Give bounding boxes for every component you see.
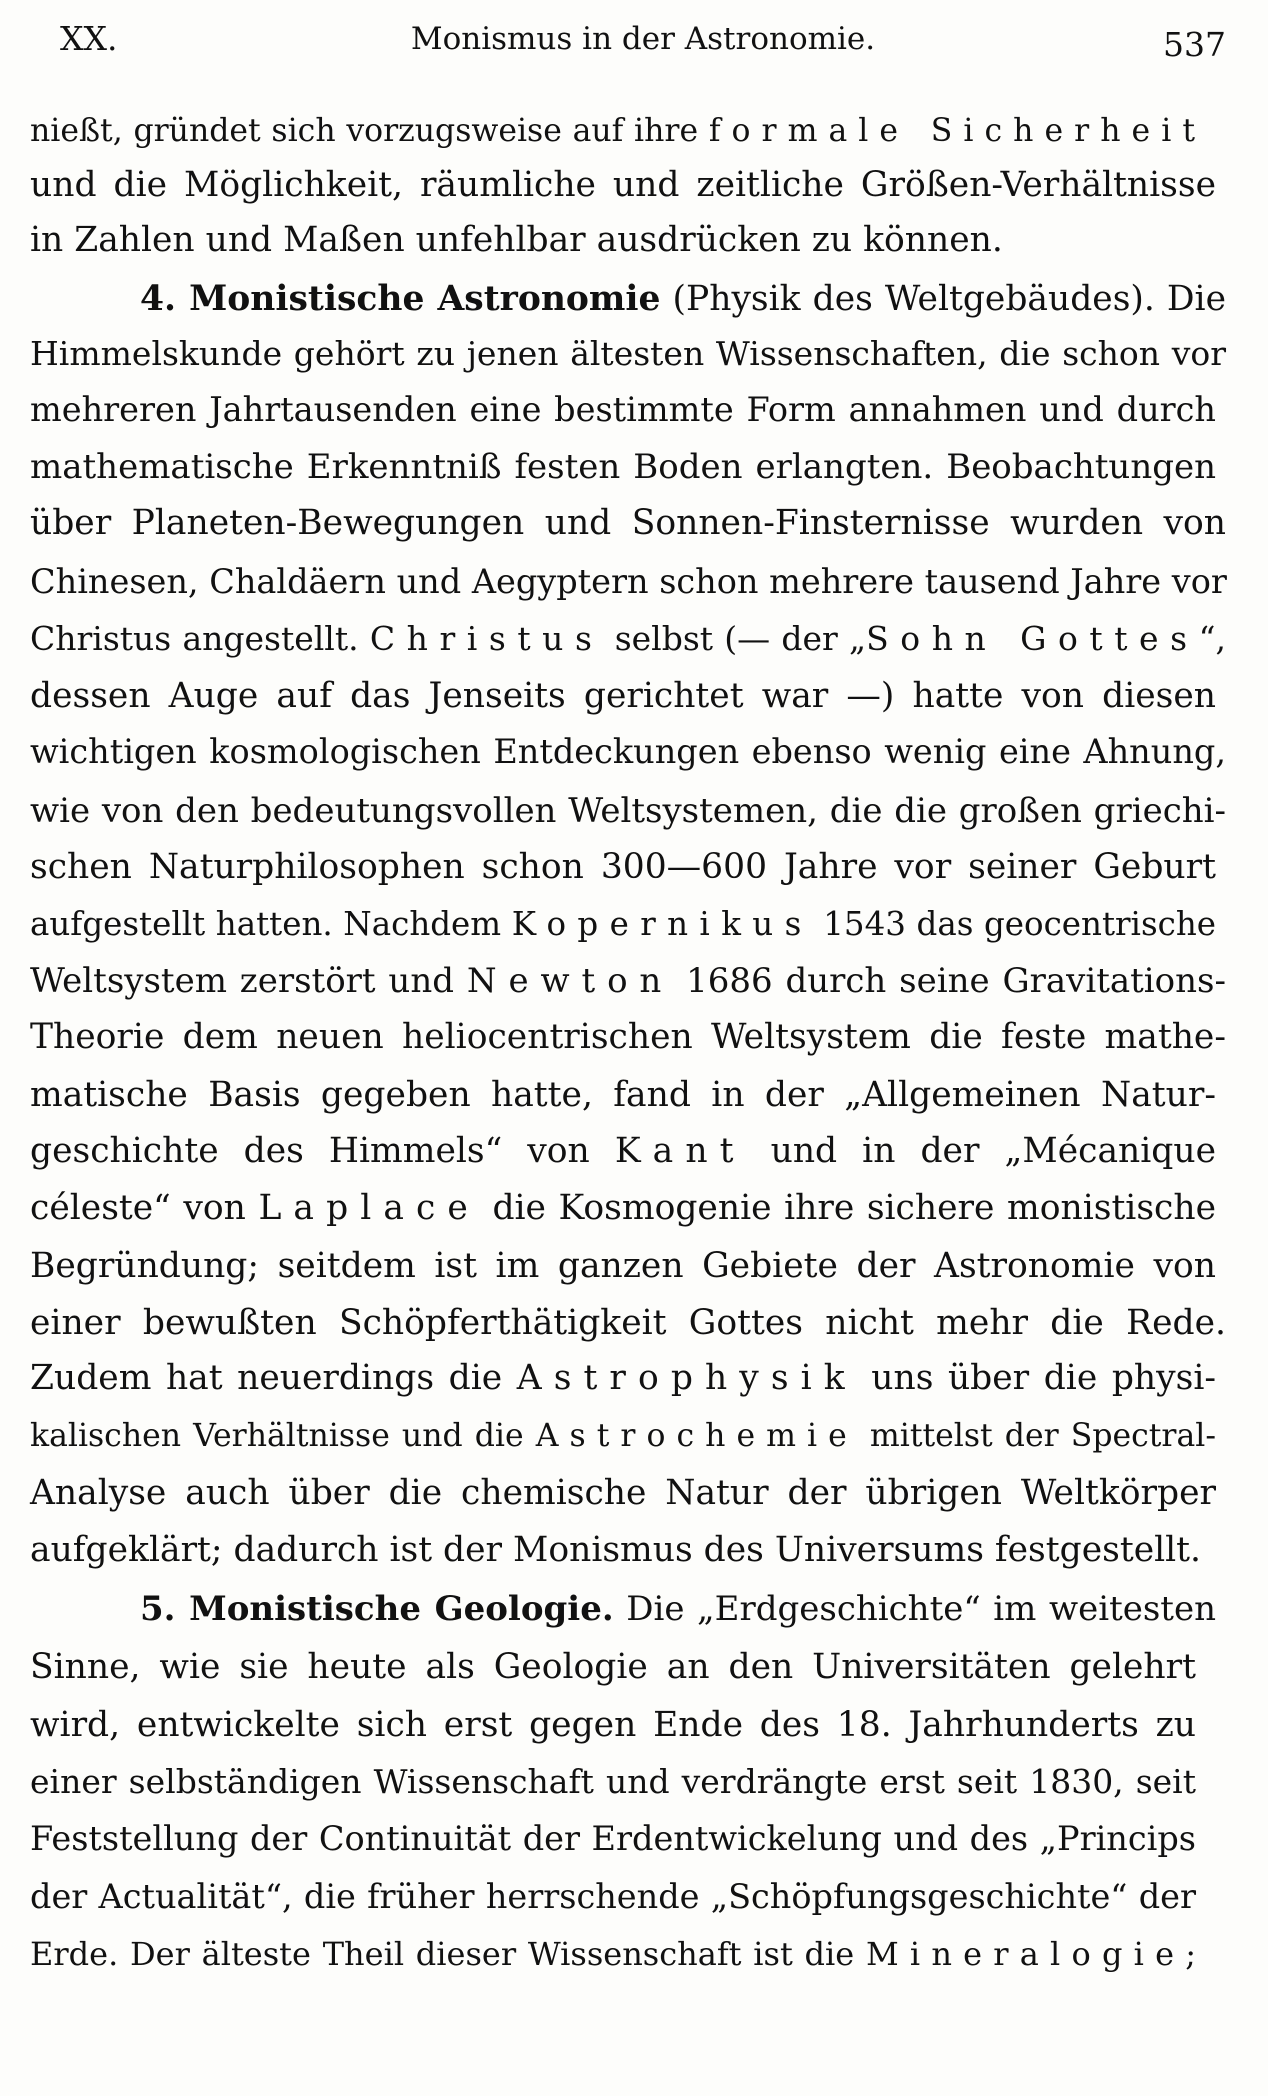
text-line: Begründung; seitdem ist im ganzen Gebiete der Astronomie von: [30, 1246, 1216, 1286]
text-segment: geschichte des Himmels“ von: [30, 1131, 615, 1171]
section-heading: 5. Monistische Geologie.: [140, 1589, 614, 1629]
text-segment: selbst (— der „: [603, 619, 867, 658]
text-segment: nießt, gründet sich vorzugsweise auf ihre: [30, 113, 709, 149]
text-segment: mittelst der Spectral-: [857, 1418, 1216, 1454]
text-segment: uns über die physi-: [856, 1358, 1217, 1398]
text-line: mathematische Erkenntniß festen Boden erlangten. Beobachtungen: [30, 447, 1216, 487]
text-line: [30, 896, 1216, 952]
text-line: Chinesen, Chaldäern und Aegyptern schon mehrere tausend Jahre vor: [30, 562, 1227, 601]
text-segment: die Kosmogenie ihre sichere monistische: [479, 1188, 1216, 1228]
emphasized-text: Astrochemie: [535, 1418, 858, 1454]
text-segment: kalischen Verhältnisse und die: [30, 1418, 536, 1454]
text-line: schen Naturphilosophen schon 300—600 Jahre vor seiner Geburt: [30, 847, 1216, 887]
text-line: matische Basis gegeben hatte, fand in der „Allgemeinen Natur-: [30, 1075, 1216, 1115]
text-line: dessen Auge auf das Jenseits gerichtet war —) hatte von diesen: [30, 676, 1216, 716]
text-line: über Planeten-Bewegungen und Sonnen-Finsternisse wurden von: [30, 503, 1226, 543]
text-segment: 1686 durch seine Gravitations-: [673, 961, 1226, 1001]
text-line: Analyse auch über die chemische Natur der übrigen Weltkörper: [30, 1473, 1216, 1513]
text-segment: “,: [1198, 619, 1226, 658]
text-segment: Erde. Der älteste Theil dieser Wissenschaft ist die: [30, 1935, 866, 1973]
emphasized-text: Christus: [369, 619, 604, 658]
text-segment: Christus angestellt.: [30, 619, 370, 658]
page-number: 537: [1163, 25, 1226, 64]
text-segment: Die „Erdgeschichte“ im weitesten: [613, 1589, 1216, 1629]
text-line: [140, 271, 1226, 327]
emphasized-text: Newton: [466, 961, 674, 1001]
text-line: einer bewußten Schöpferthätigkeit Gottes nicht mehr die Rede.: [30, 1303, 1226, 1343]
text-segment: ;: [1185, 1935, 1196, 1973]
text-segment: und in der „Mécanique: [745, 1131, 1216, 1171]
emphasized-text: Astrophysik: [516, 1358, 857, 1398]
page-header: [60, 12, 1226, 66]
text-line: Theorie dem neuen heliocentrischen Weltsystem die feste mathe-: [30, 1017, 1226, 1057]
text-line: aufgeklärt; dadurch ist der Monismus des Universums festgestellt.: [30, 1530, 1202, 1570]
section-heading: 4. Monistische Astronomie: [140, 279, 661, 319]
text-line: [30, 1123, 1216, 1179]
text-line: einer selbständigen Wissenschaft und verdrängte erst seit 1830, seit: [30, 1762, 1196, 1801]
text-line: Himmelskunde gehört zu jenen ältesten Wissenschaften, die schon vor: [30, 334, 1226, 373]
text-line: in Zahlen und Maßen unfehlbar ausdrücken zu können.: [30, 220, 1003, 260]
text-line: mehreren Jahrtausenden eine bestimmte Form annahmen und durch: [30, 390, 1216, 429]
text-line: wie von den bedeutungsvollen Weltsystemen, die die großen griechi-: [30, 791, 1226, 831]
text-segment: aufgestellt hatten. Nachdem: [30, 905, 512, 943]
text-line: [30, 103, 1206, 159]
emphasized-text: formale Sicherheit: [708, 113, 1206, 149]
text-line: der Actualität“, die früher herrschende „Schöpfungsgeschichte“ der: [30, 1877, 1196, 1916]
emphasized-text: Laplace: [258, 1188, 480, 1228]
text-segment: céleste“ von: [30, 1188, 259, 1228]
text-segment: 1543 das geocentrische: [812, 905, 1216, 943]
text-line: und die Möglichkeit, räumliche und zeitliche Größen-Verhältnisse: [30, 165, 1216, 205]
text-segment: Weltsystem zerstört und: [30, 961, 467, 1001]
text-line: [30, 1350, 1216, 1406]
chapter-number: XX.: [60, 19, 118, 58]
text-line: [30, 1408, 1216, 1464]
text-line: [30, 1926, 1196, 1982]
emphasized-text: Sohn Gottes: [866, 619, 1199, 658]
text-line: [30, 1180, 1216, 1236]
emphasized-text: Kopernikus: [511, 905, 813, 943]
emphasized-text: Mineralogie: [865, 1935, 1186, 1973]
text-segment: Zudem hat neuerdings die: [30, 1358, 517, 1398]
text-line: [30, 953, 1226, 1009]
emphasized-text: Kant: [614, 1131, 746, 1171]
text-line: wichtigen kosmologischen Entdeckungen ebenso wenig eine Ahnung,: [30, 732, 1226, 771]
text-line: Feststellung der Continuität der Erdentwickelung und des „Princips: [30, 1819, 1196, 1858]
text-line: Sinne, wie sie heute als Geologie an den Universitäten gelehrt: [30, 1647, 1196, 1687]
text-line: wird, entwickelte sich erst gegen Ende des 18. Jahrhunderts zu: [30, 1705, 1196, 1745]
text-segment: (Physik des Weltgebäudes). Die: [660, 279, 1227, 319]
text-line: [30, 611, 1226, 667]
running-title: Monismus in der Astronomie.: [410, 21, 876, 57]
text-line: [140, 1581, 1216, 1637]
